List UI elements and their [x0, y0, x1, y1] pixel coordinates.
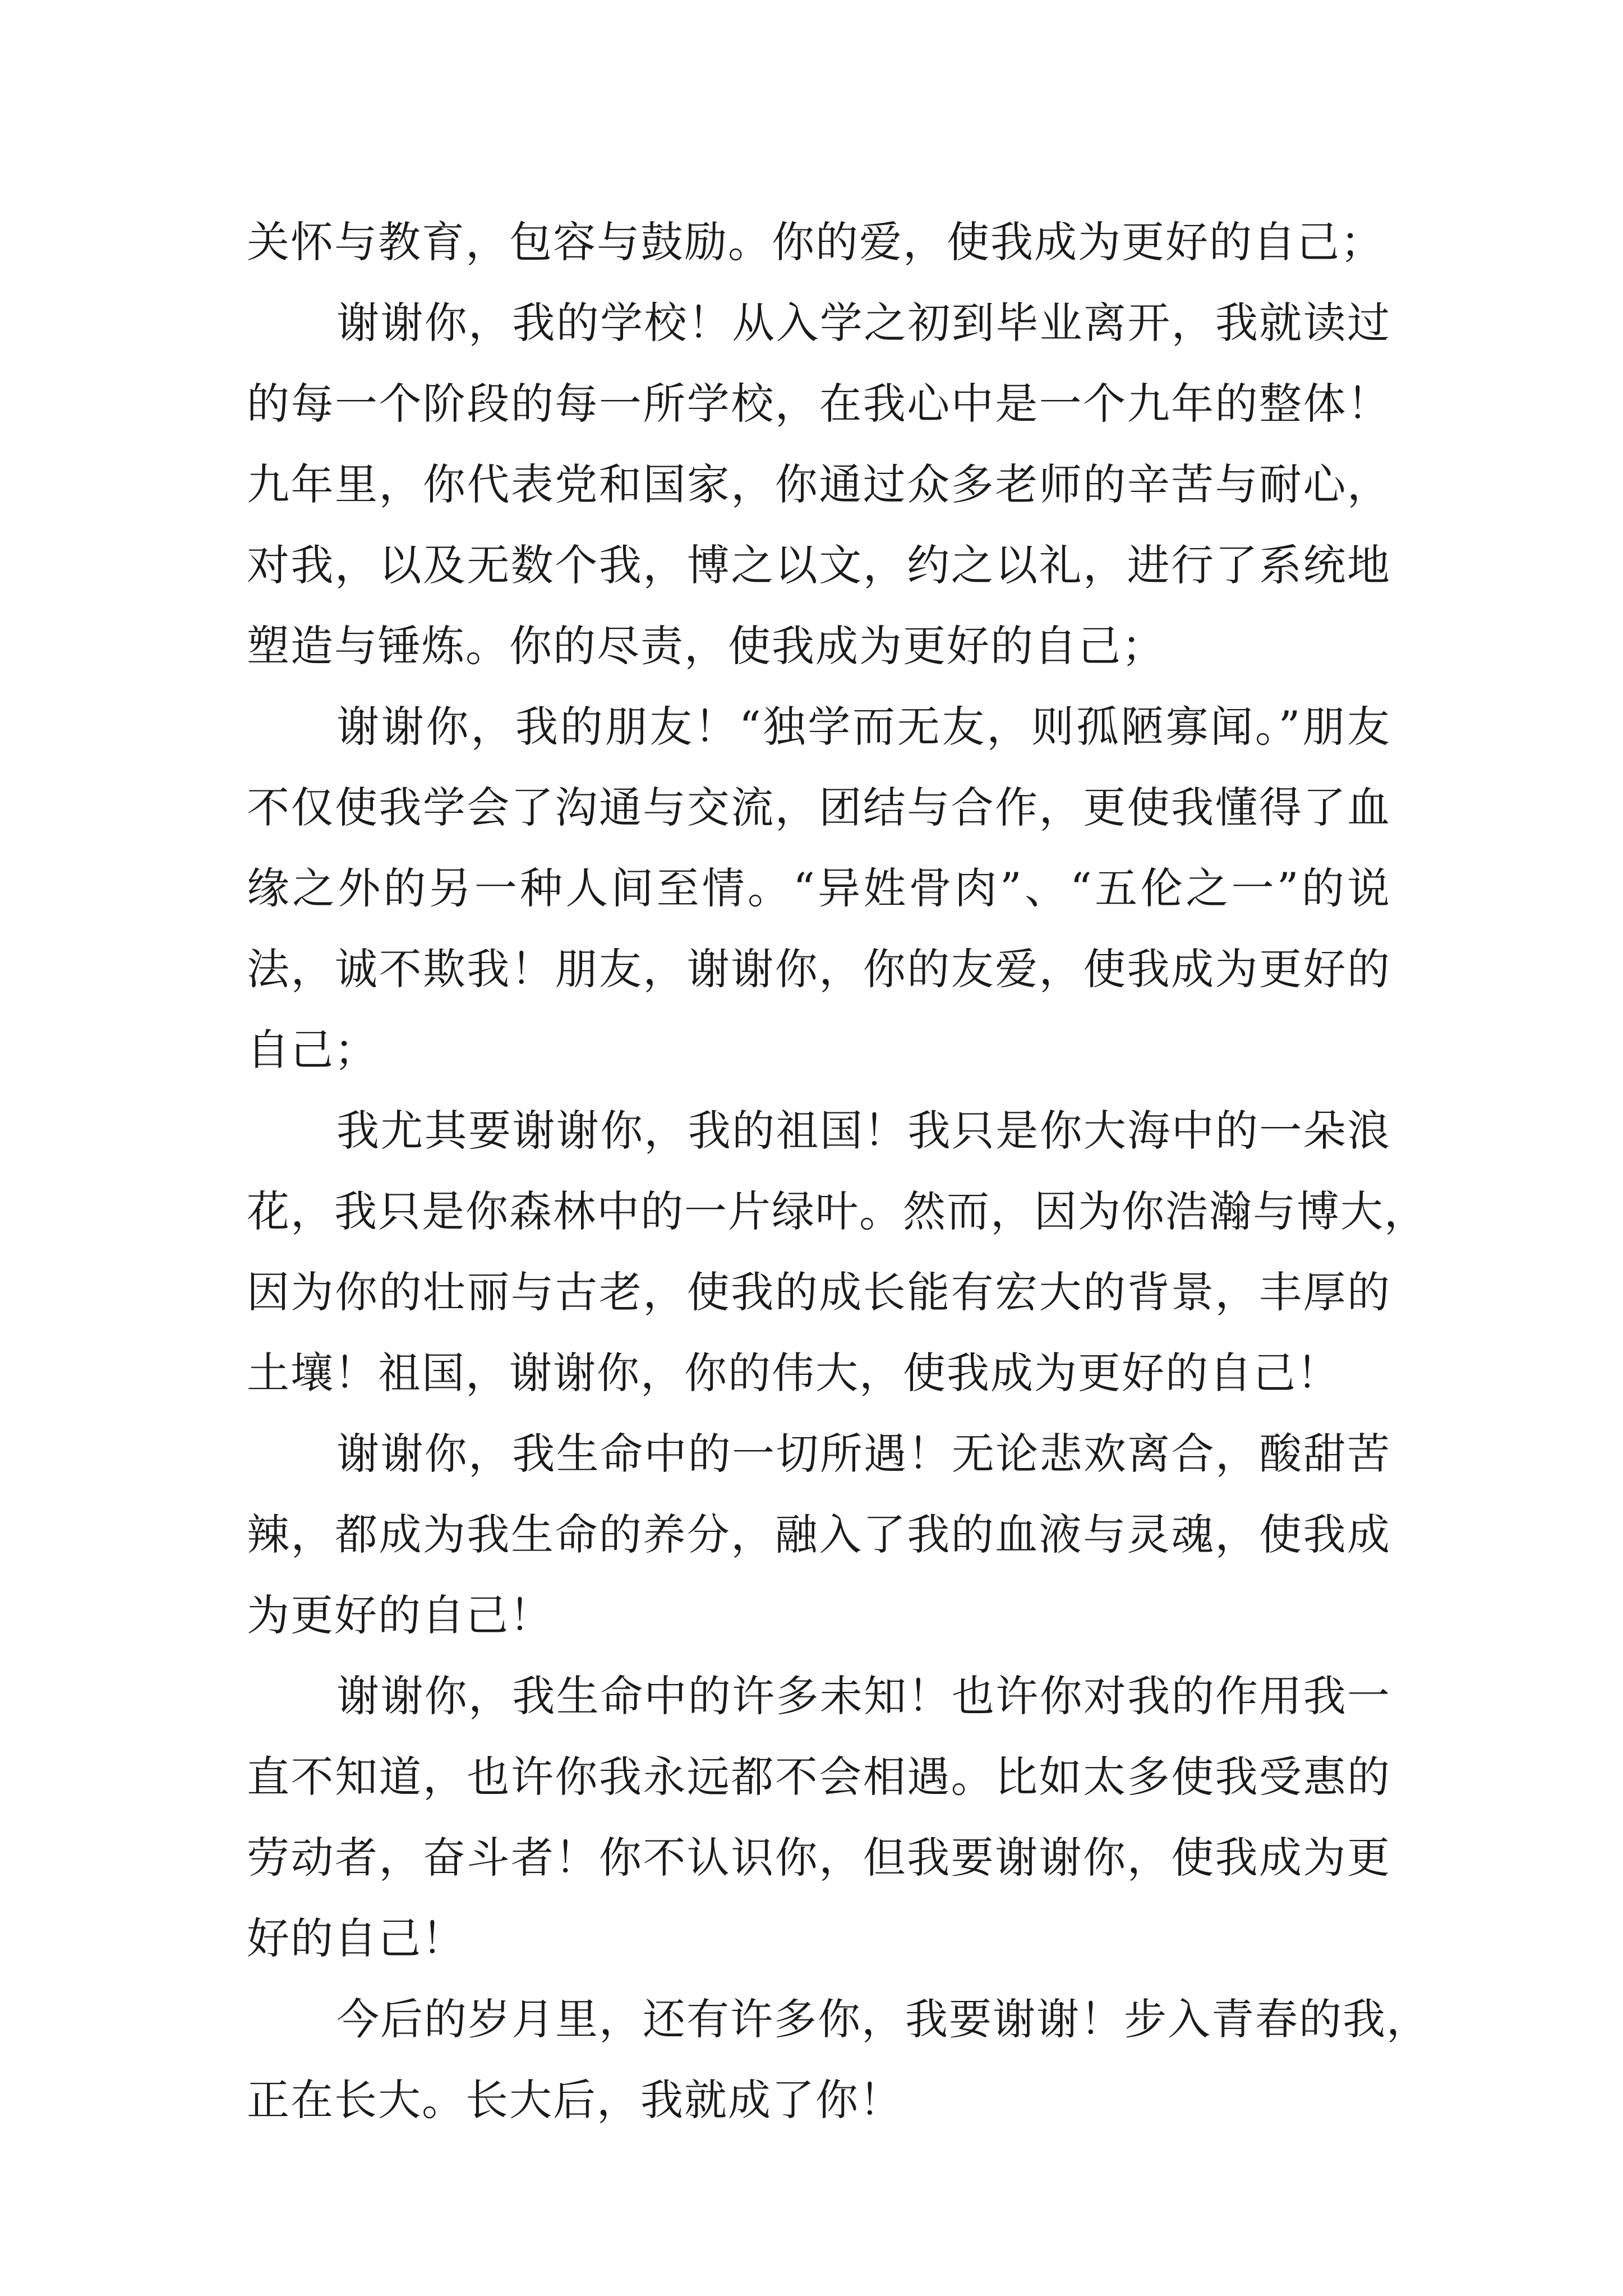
paragraph-first-line: 谢谢你，我生命中的许多未知！也许你对我的作用我一 [336, 1671, 1391, 1721]
text-line: 劳动者，奋斗者！你不认识你，但我要谢谢你，使我成为更 [247, 1833, 1391, 1883]
text-line: 不仅使我学会了沟通与交流，团结与合作，更使我懂得了血 [247, 783, 1391, 832]
paragraph-first-line: 今后的岁月里，还有许多你，我要谢谢！步入青春的我， [336, 1994, 1430, 2044]
text-line: 九年里，你代表党和国家，你通过众多老师的辛苦与耐心， [247, 459, 1391, 509]
text-line: 关怀与教育，包容与鼓励。你的爱，使我成为更好的自己； [247, 217, 1384, 267]
paragraph-first-line: 我尤其要谢谢你，我的祖国！我只是你大海中的一朵浪 [336, 1106, 1391, 1156]
paragraph-first-line: 谢谢你，我生命中的一切所遇！无论悲欢离合，酸甜苦 [336, 1429, 1391, 1479]
text-line: 花，我只是你森林中的一片绿叶。然而，因为你浩瀚与博大， [247, 1186, 1428, 1236]
paragraph-first-line: 谢谢你，我的朋友！“独学而无友，则孤陋寡闻。”朋友 [336, 702, 1391, 752]
paragraph-first-line: 谢谢你，我的学校！从入学之初到毕业离开，我就读过 [336, 298, 1391, 348]
text-line: 土壤！祖国，谢谢你，你的伟大，使我成为更好的自己！ [247, 1348, 1340, 1398]
text-line: 对我，以及无数个我，博之以文，约之以礼，进行了系统地 [247, 540, 1391, 590]
text-line: 为更好的自己！ [247, 1590, 553, 1640]
text-line: 辣，都成为我生命的养分，融入了我的血液与灵魂，使我成 [247, 1510, 1391, 1559]
text-line: 正在长大。长大后，我就成了你！ [247, 2075, 903, 2125]
text-line: 好的自己！ [247, 1913, 465, 1963]
text-line: 法，诚不欺我！朋友，谢谢你，你的友爱，使我成为更好的 [247, 944, 1391, 994]
document-body [247, 202, 1430, 2141]
text-line: 缘之外的另一种人间至情。“异姓骨肉”、“五伦之一”的说 [247, 863, 1391, 913]
text-line: 因为你的壮丽与古老，使我的成长能有宏大的背景，丰厚的 [247, 1267, 1391, 1317]
text-line: 自己； [247, 1025, 378, 1075]
text-line: 的每一个阶段的每一所学校，在我心中是一个九年的整体！ [247, 379, 1391, 429]
text-line: 直不知道，也许你我永远都不会相遇。比如太多使我受惠的 [247, 1752, 1391, 1802]
text-line: 塑造与锤炼。你的尽责，使我成为更好的自己； [247, 621, 1165, 671]
